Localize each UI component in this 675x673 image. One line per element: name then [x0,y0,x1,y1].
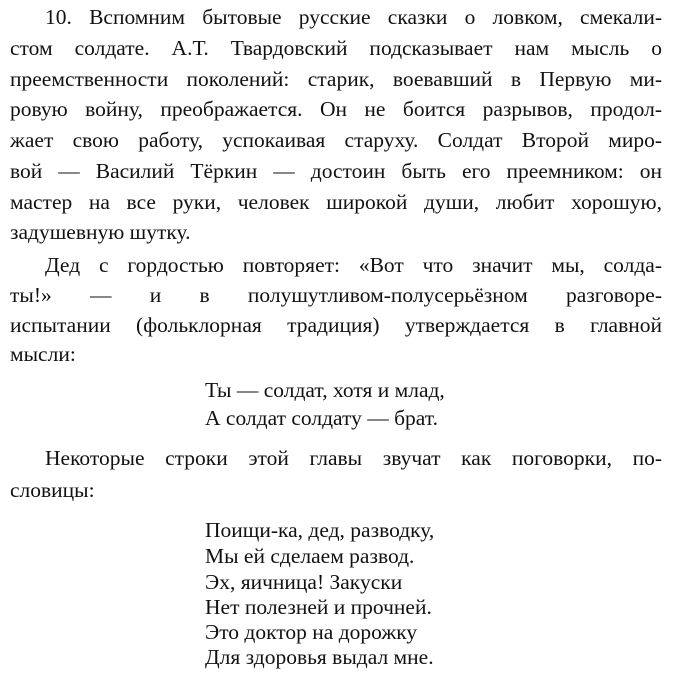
poem-line: Поищи-ка, дед, разводку, [205,518,435,542]
text-line: вой — Василий Тёркин — достоин быть его преемником: он [10,159,662,183]
poem-line: Ты — солдат, хотя и млад, [205,378,445,402]
text-line: задушевную шутку. [10,220,191,244]
poem-line: Для здоровья выдал мне. [205,645,434,669]
text-line: 10. Вспомним бытовые русские сказки о ловком, смекали- [45,5,662,29]
text-line: ты!» — и в полушутливом-полусерьёзном разговоре- [10,283,662,307]
text-line: ровую войну, преображается. Он не боится разрывов, продол- [10,97,662,121]
text-line: преемственности поколений: старик, воевавший в Первую ми- [10,67,662,91]
text-line: испытании (фольклорная традиция) утверждается в главной [10,313,662,337]
text-line: стом солдате. А.Т. Твардовский подсказывает нам мысль о [10,36,662,60]
text-line: Дед с гордостью повторяет: «Вот что значит мы, солда- [45,253,662,277]
text-line: словицы: [10,478,95,502]
text-line: жает свою работу, успокаивая старуху. Солдат Второй миро- [10,128,662,152]
poem-line: Эх, яичница! Закуски [205,570,403,594]
poem-line: Это доктор на дорожку [205,620,418,644]
poem-line: Мы ей сделаем развод. [205,544,415,568]
poem-line: Нет полезней и прочней. [205,595,432,619]
text-line: Некоторые строки этой главы звучат как поговорки, по- [45,446,662,470]
text-line: мысли: [10,342,76,366]
text-line: мастер на все руки, человек широкой души, любит хорошую, [10,190,662,214]
poem-line: А солдат солдату — брат. [205,406,438,430]
